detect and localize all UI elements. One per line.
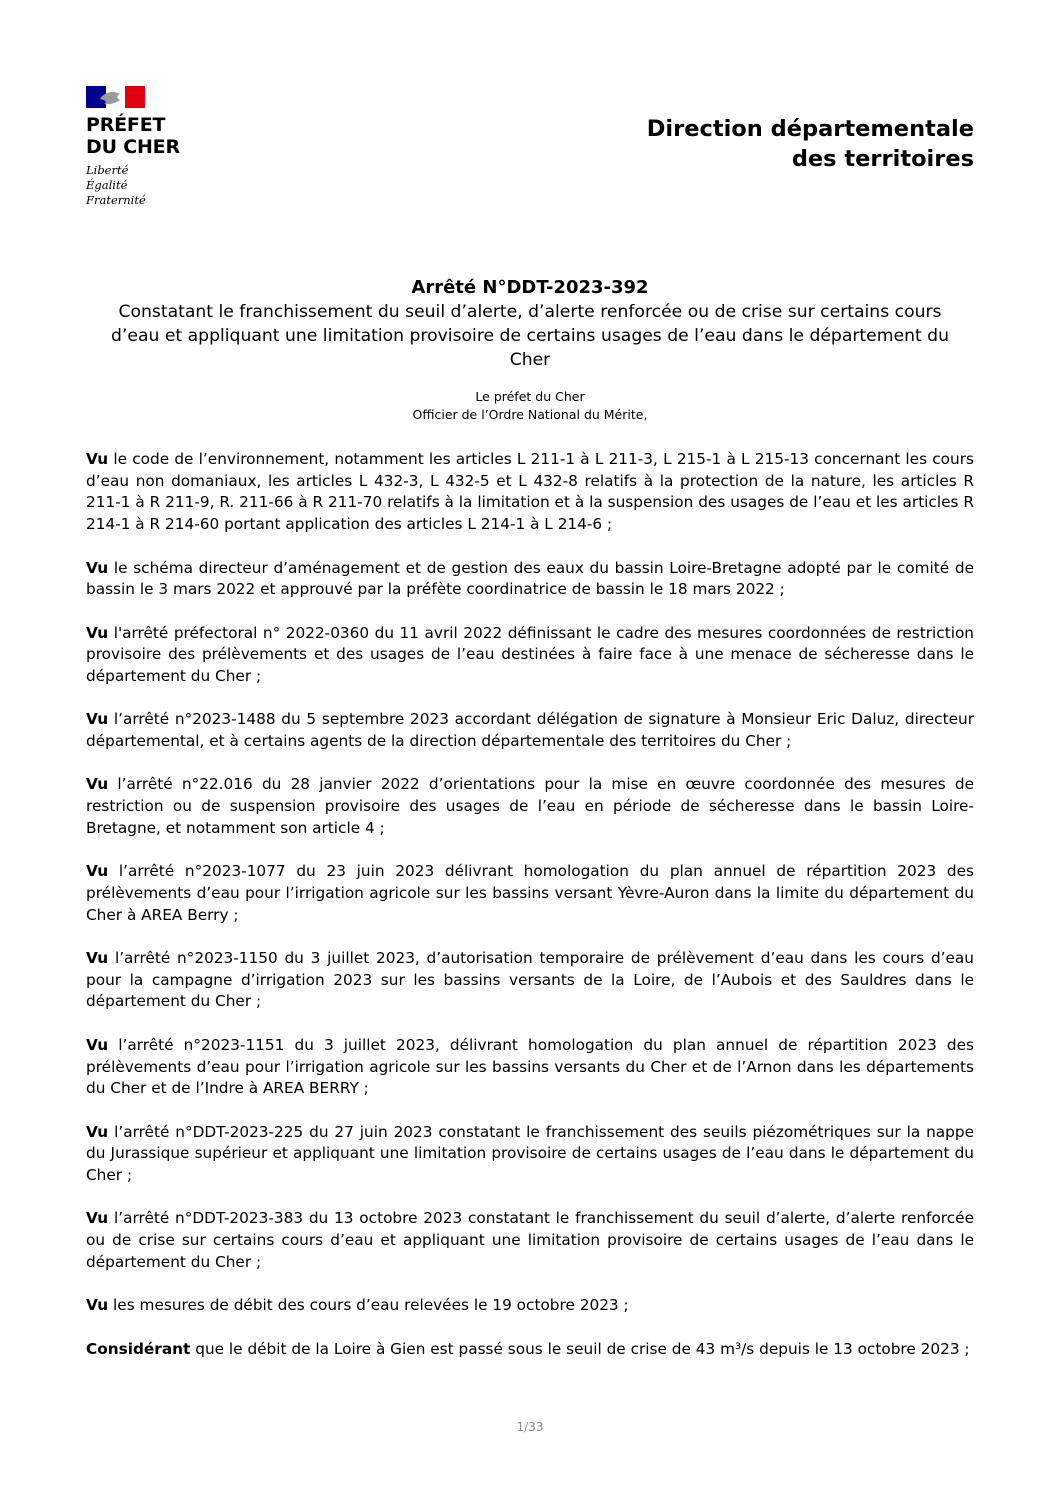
visa-paragraph [86, 449, 974, 536]
visa-paragraph [86, 861, 974, 926]
visa-text: l’arrêté n°2023-1150 du 3 juillet 2023, d’autorisation temporaire de prélèvement d’eau dans les cours d’eau pour la campagne d’irrigation 2023 sur les bassins versants de la Loire, de l’Aubois et des Sauldres dans le département du Cher ; [86, 949, 974, 1011]
prefet-signature-block [86, 388, 974, 424]
visa-keyword: Vu [86, 1209, 109, 1228]
visa-keyword: Vu [86, 558, 109, 577]
visa-keyword: Vu [86, 862, 109, 881]
visa-paragraph [86, 774, 974, 839]
visa-paragraph [86, 1122, 974, 1187]
visa-paragraph [86, 948, 974, 1013]
visa-keyword: Vu [86, 1035, 109, 1054]
visa-text: l’arrêté n°2023-1151 du 3 juillet 2023, délivrant homologation du plan annuel de répartition 2023 des prélèvements d’eau pour l’irrigation agricole sur les bassins versants du Cher et de l’Arnon dans les départements du Cher et de l’Indre à AREA BERRY ; [86, 1035, 974, 1098]
visa-paragraph [86, 558, 974, 601]
logo-title-line1: PRÉFET [86, 114, 166, 136]
visa-keyword: Vu [86, 775, 109, 794]
logo-title-line2: DU CHER [86, 136, 180, 158]
visa-paragraph [86, 709, 974, 752]
direction-heading [647, 114, 974, 174]
document-title: Arrêté N°DDT-2023-392 [411, 277, 649, 298]
visa-keyword: Vu [86, 1296, 109, 1315]
visa-text: le code de l’environnement, notamment les articles L 211-1 à L 211-3, L 215-1 à L 215-13 concernant les cours d’eau non domaniaux, les articles L 432-3, L 432-5 et L 432-8 relatifs à la protection de la nature, les articles R 211-1 à R 211-9, R. 211-66 à R 211-70 relatifs à la limitation et à la suspension des usages de l’eau et les articles R 214-1 à R 214-60 portant application des articles L 214-1 à L 214-6 ; [86, 450, 974, 534]
visa-text: l’arrêté n°22.016 du 28 janvier 2022 d’orientations pour la mise en œuvre coordonnée des mesures de restriction ou de suspension provisoire des usages de l’eau en période de sécheresse dans le bassin Loire-Bretagne, et notamment son article 4 ; [86, 775, 974, 837]
visa-keyword: Vu [86, 949, 109, 968]
prefet-line2: Officier de l’Ordre National du Mérite, [412, 407, 648, 422]
visa-paragraph [86, 623, 974, 688]
visa-keyword: Vu [86, 710, 109, 729]
considerant-keyword: Considérant [86, 1339, 191, 1358]
visa-text: l'arrêté préfectoral n° 2022-0360 du 11 avril 2022 définissant le cadre des mesures coordonnées de restriction provisoire des prélèvements et des usages de l’eau destinées à faire face à une menace de sécheresse dans le département du Cher ; [86, 623, 974, 685]
visa-keyword: Vu [86, 623, 109, 642]
direction-line1: Direction départementale [646, 116, 974, 142]
visa-text: l’arrêté n°2023-1488 du 5 septembre 2023 accordant délégation de signature à Monsieur Eric Daluz, directeur départemental, et à certains agents de la direction départementale des territoires du Cher ; [86, 710, 974, 751]
prefet-line1: Le préfet du Cher [475, 389, 585, 404]
considerant-paragraph [86, 1339, 974, 1361]
prefecture-logo [86, 86, 226, 208]
visa-text: l’arrêté n°DDT-2023-383 du 13 octobre 2023 constatant le franchissement du seuil d’alerte, d’alerte renforcée ou de crise sur certains cours d’eau et appliquant une limitation provisoire de certains usages de l’eau dans le département du Cher ; [86, 1209, 974, 1271]
motto-liberte: Liberté [86, 163, 129, 177]
visa-keyword: Vu [86, 450, 109, 468]
motto [86, 163, 226, 208]
document-subtitle: Constatant le franchissement du seuil d’alerte, d’alerte renforcée ou de crise sur certains cours d’eau et appliquant une limitation provisoire de certains usages de l’eau dans le département du Cher [111, 302, 949, 370]
motto-egalite: Égalité [86, 178, 128, 192]
motto-fraternite: Fraternité [86, 193, 146, 207]
document-body [86, 449, 974, 1382]
visa-text: le schéma directeur d’aménagement et de gestion des eaux du bassin Loire-Bretagne adopté par le comité de bassin le 3 mars 2022 et approuvé par la préfète coordinatrice de bassin le 18 mars 2022 ; [86, 558, 974, 599]
marianne-flag-icon [86, 86, 145, 108]
considerant-text: que le débit de la Loire à Gien est passé sous le seuil de crise de 43 m³/s depuis le 13 octobre 2023 ; [190, 1339, 970, 1358]
direction-line2: des territoires [791, 146, 974, 172]
document-title-block [86, 276, 974, 372]
visa-paragraph [86, 1208, 974, 1273]
visa-keyword: Vu [86, 1122, 109, 1141]
visa-text: l’arrêté n°2023-1077 du 23 juin 2023 délivrant homologation du plan annuel de répartition 2023 des prélèvements d’eau pour l’irrigation agricole sur les bassins versant Yèvre-Auron dans la limite du département du Cher à AREA Berry ; [86, 862, 974, 924]
page-number: 1/33 [516, 1420, 544, 1434]
visa-paragraph [86, 1035, 974, 1100]
visa-text: les mesures de débit des cours d’eau relevées le 19 octobre 2023 ; [108, 1296, 629, 1315]
visa-paragraph [86, 1295, 974, 1317]
visa-text: l’arrêté n°DDT-2023-225 du 27 juin 2023 constatant le franchissement des seuils piézométriques sur la nappe du Jurassique supérieur et appliquant une limitation provisoire de certains usages de l’eau dans le département du Cher ; [86, 1122, 974, 1185]
